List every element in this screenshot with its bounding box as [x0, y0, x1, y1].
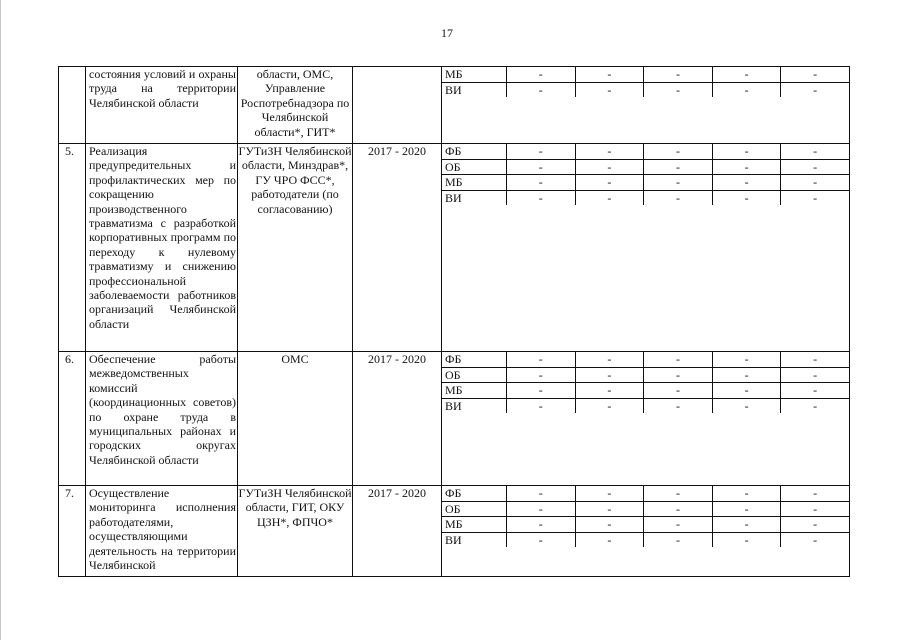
finance-value: - [575, 175, 644, 190]
finance-source: ВИ [445, 82, 462, 97]
finance-value: - [643, 533, 712, 548]
page-edge [0, 0, 1, 640]
finance-value: - [575, 191, 644, 206]
finance-value: - [643, 383, 712, 398]
finance-value: - [575, 399, 644, 414]
finance-row [442, 399, 849, 414]
finance-value: - [506, 383, 575, 398]
finance-row [442, 383, 849, 399]
finance-source: ФБ [445, 486, 462, 500]
finance-value: - [506, 191, 575, 206]
finance-value: - [712, 533, 781, 548]
measure-term [353, 67, 442, 144]
finance-value: - [712, 368, 781, 383]
measure-name: Осуществление мониторинга исполнения работодателями, осуществляющими деятельность на территории Челябинской [86, 486, 238, 577]
measure-term: 2017 - 2020 [353, 486, 442, 577]
finance-value: - [780, 486, 849, 501]
finance-row [442, 352, 849, 368]
finance-value: - [575, 144, 644, 159]
finance-value: - [575, 83, 644, 98]
finance-cell [442, 352, 850, 486]
measure-number: 7. [59, 486, 86, 577]
finance-value: - [780, 83, 849, 98]
finance-value: - [506, 486, 575, 501]
finance-value: - [575, 352, 644, 367]
finance-value: - [712, 67, 781, 82]
measure-row [59, 67, 850, 144]
finance-source: ФБ [445, 144, 462, 158]
finance-value: - [712, 83, 781, 98]
finance-source: ФБ [445, 352, 462, 366]
finance-source: ВИ [445, 532, 462, 547]
finance-value: - [643, 144, 712, 159]
page-number: 17 [441, 26, 453, 40]
finance-value: - [506, 83, 575, 98]
finance-value: - [780, 517, 849, 532]
finance-value: - [643, 502, 712, 517]
finance-value: - [643, 160, 712, 175]
finance-value: - [780, 383, 849, 398]
finance-value: - [506, 67, 575, 82]
finance-row [442, 502, 849, 518]
finance-value: - [643, 191, 712, 206]
measure-row [59, 352, 850, 486]
finance-cell [442, 486, 850, 577]
measure-name: состояния условий и охраны труда на территории Челябинской области [86, 67, 238, 144]
finance-row [442, 160, 849, 176]
finance-cell [442, 67, 850, 144]
finance-row [442, 67, 849, 83]
finance-value: - [575, 368, 644, 383]
finance-value: - [780, 160, 849, 175]
measure-responsible: ГУТиЗН Челябинской области, ГИТ, ОКУ ЦЗН*, ФПЧО* [238, 486, 353, 577]
measure-responsible: области, ОМС, Управление Роспотребнадзора по Челябинской области*, ГИТ* [238, 67, 353, 144]
finance-row [442, 486, 849, 502]
finance-value: - [712, 502, 781, 517]
measure-row [59, 144, 850, 352]
finance-value: - [712, 352, 781, 367]
finance-source: МБ [445, 175, 463, 189]
finance-value: - [643, 352, 712, 367]
measure-term: 2017 - 2020 [353, 352, 442, 486]
finance-value: - [780, 67, 849, 82]
finance-source: МБ [445, 67, 463, 81]
measure-responsible: ГУТиЗН Челябинской области, Минздрав*, ГУ ЧРО ФСС*, работодатели (по согласованию) [238, 144, 353, 352]
finance-value: - [712, 160, 781, 175]
finance-source: ОБ [445, 159, 461, 174]
measure-number: 5. [59, 144, 86, 352]
finance-value: - [712, 191, 781, 206]
measure-number [59, 67, 86, 144]
finance-cell [442, 144, 850, 352]
finance-value: - [780, 368, 849, 383]
measure-responsible: ОМС [238, 352, 353, 486]
finance-source: МБ [445, 517, 463, 531]
finance-row [442, 83, 849, 98]
finance-value: - [506, 160, 575, 175]
finance-value: - [506, 399, 575, 414]
finance-source: ОБ [445, 367, 461, 382]
measures-table-body [59, 67, 850, 577]
finance-value: - [643, 486, 712, 501]
finance-value: - [575, 517, 644, 532]
finance-row [442, 368, 849, 384]
finance-value: - [712, 399, 781, 414]
measure-name: Реализация предупредительных и профилактических мер по сокращению производственного травматизма с разработкой корпоративных программ по переходу к нулевому травматизму и снижению профессиональной заболеваемости работников организаций Челябинской области [86, 144, 238, 352]
finance-value: - [712, 383, 781, 398]
finance-value: - [575, 502, 644, 517]
finance-value: - [643, 83, 712, 98]
finance-value: - [780, 533, 849, 548]
measure-number: 6. [59, 352, 86, 486]
finance-value: - [506, 144, 575, 159]
finance-value: - [575, 383, 644, 398]
finance-value: - [712, 144, 781, 159]
finance-value: - [643, 399, 712, 414]
finance-value: - [780, 191, 849, 206]
measures-table [58, 66, 850, 577]
measure-row [59, 486, 850, 577]
finance-source: МБ [445, 383, 463, 397]
finance-value: - [780, 399, 849, 414]
finance-value: - [506, 175, 575, 190]
finance-source: ВИ [445, 190, 462, 205]
finance-source: ОБ [445, 501, 461, 516]
finance-value: - [712, 175, 781, 190]
finance-value: - [506, 502, 575, 517]
finance-value: - [575, 533, 644, 548]
finance-value: - [643, 368, 712, 383]
finance-row [442, 175, 849, 191]
finance-row [442, 533, 849, 548]
finance-value: - [506, 517, 575, 532]
finance-value: - [643, 175, 712, 190]
finance-value: - [506, 368, 575, 383]
finance-value: - [506, 352, 575, 367]
finance-value: - [506, 533, 575, 548]
finance-value: - [643, 517, 712, 532]
finance-value: - [712, 486, 781, 501]
finance-value: - [575, 486, 644, 501]
measure-term: 2017 - 2020 [353, 144, 442, 352]
finance-value: - [643, 67, 712, 82]
finance-value: - [780, 502, 849, 517]
finance-row [442, 144, 849, 160]
finance-row [442, 191, 849, 206]
finance-value: - [575, 160, 644, 175]
finance-value: - [575, 67, 644, 82]
finance-value: - [780, 352, 849, 367]
finance-value: - [780, 175, 849, 190]
measure-name: Обеспечение работы межведомственных комиссий (координационных советов) по охране труда в муниципальных районах и городских округах Челябинской области [86, 352, 238, 486]
finance-value: - [780, 144, 849, 159]
finance-row [442, 517, 849, 533]
finance-source: ВИ [445, 398, 462, 413]
finance-value: - [712, 517, 781, 532]
